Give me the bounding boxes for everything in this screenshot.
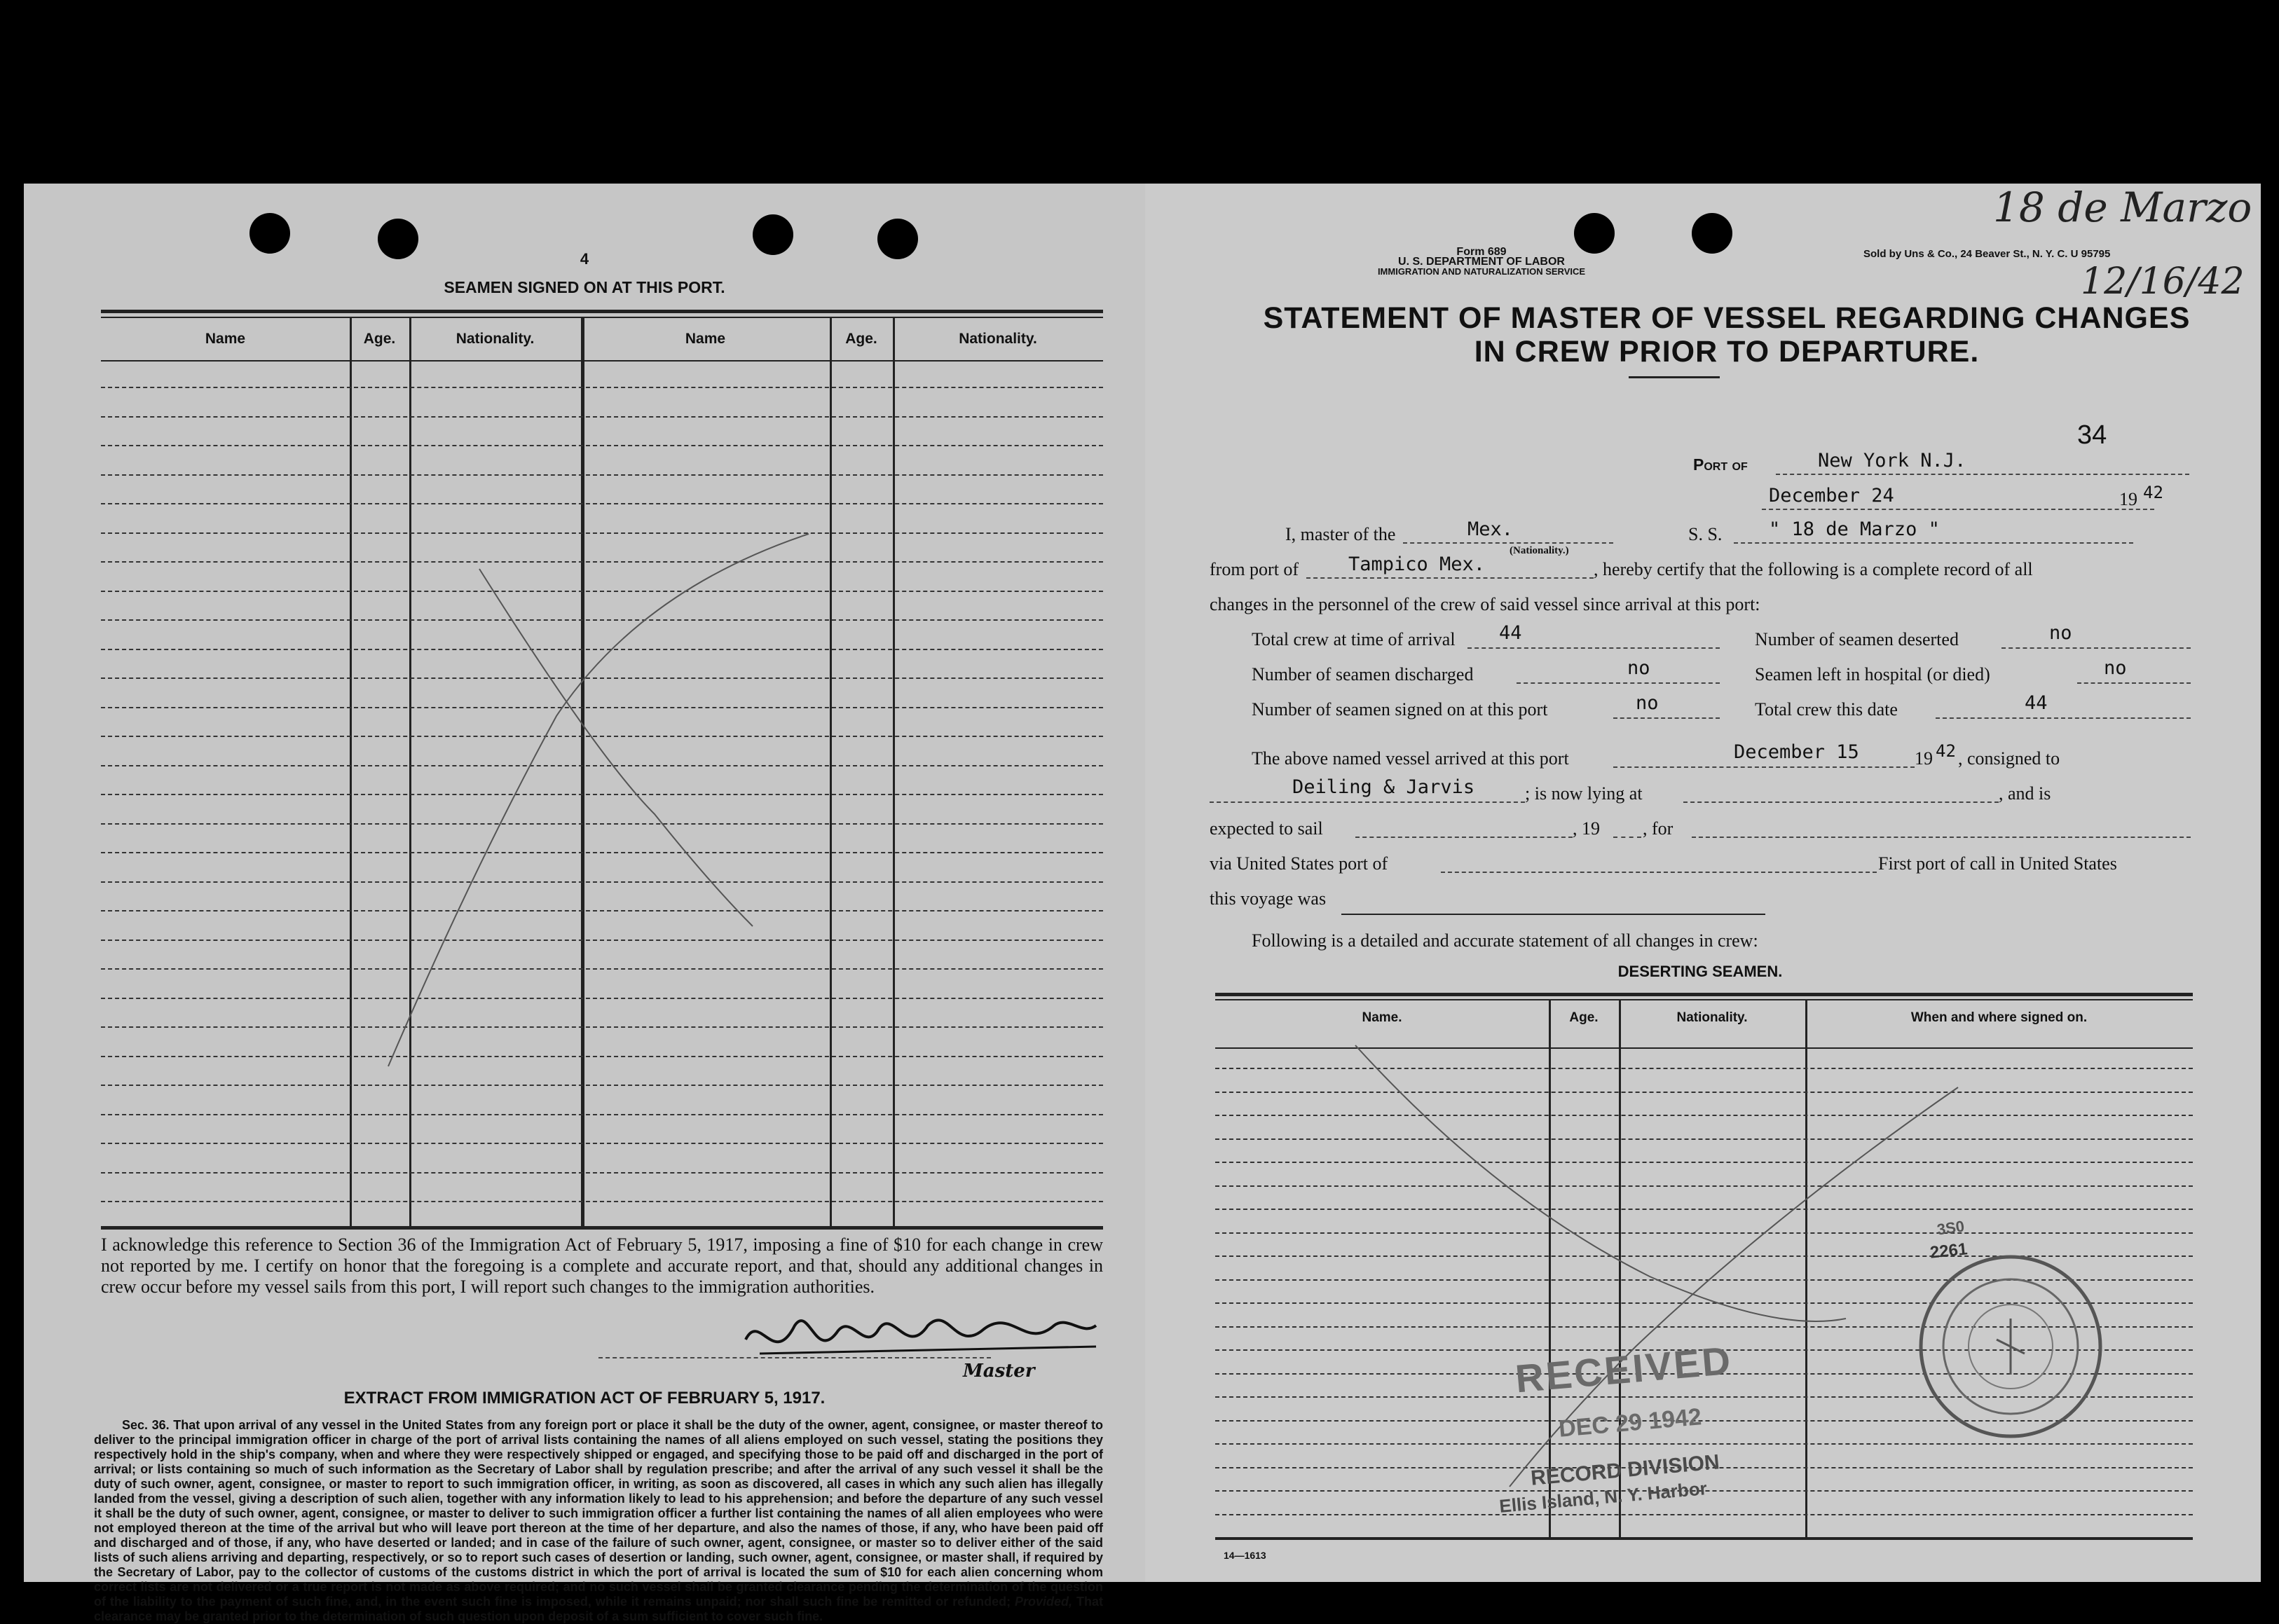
- certify-text: , hereby certify that the following is a complete record of all: [1594, 559, 2033, 579]
- hospital-label: Seamen left in hospital (or died): [1755, 664, 1990, 684]
- sheet-number: 34: [2077, 420, 2107, 450]
- signature-line: [598, 1357, 991, 1358]
- consignee-value[interactable]: Deiling & Jarvis: [1292, 776, 1475, 798]
- deserted-value[interactable]: no: [2049, 622, 2072, 644]
- port-label: Port of: [1693, 455, 1748, 474]
- page-number: 4: [580, 250, 589, 268]
- acknowledgment-text: I acknowledge this reference to Section 36 of the Immigration Act of February 5, 1917, imposing a fine of $10 for each change in crew not reported by me. I certify on honor that the foregoing is a complete and accurate report, and that, should any additional changes in crew occur before my vessel sails from this port, I will report such changes to the immigration authorities.: [101, 1234, 1103, 1297]
- extract-text: [94, 1418, 1103, 1624]
- lying-label: ; is now lying at: [1525, 783, 1643, 804]
- master-label: Master: [963, 1361, 1035, 1382]
- form-code: 14—1613: [1224, 1550, 1266, 1561]
- total-date-label: Total crew this date: [1755, 699, 1898, 720]
- department-name: U. S. DEPARTMENT OF LABOR: [1398, 256, 1565, 268]
- arrived-year-value[interactable]: 42: [1936, 741, 1956, 761]
- handwritten-vessel-note: 18 de Marzo: [1993, 184, 2252, 231]
- and-is-label: , and is: [1999, 783, 2051, 804]
- from-port-value[interactable]: Tampico Mex.: [1348, 553, 1486, 575]
- extract-proviso-label: Provided,: [1015, 1595, 1073, 1609]
- extract-body: That upon arrival of any vessel in the United States from any foreign port or place it shall be the duty of the owner, agent, consignee, or master thereof to deliver to the principal immigration officer in charge of the port of arrival lists containing the names of all aliens employed on such vessel, stating the positions they respectively hold in the ship's company, when and where they were respectively shipped or engaged, and specifying those to be paid off and discharged in the port of arrival; or lists containing so much of such information as the Secretary of Labor shall by regulation prescribe; and after the arrival of any such vessel it shall be the duty of such owner, agent, consignee, or master to report to such immigration officer, in writing, as soon as discovered, all cases in which any such alien has illegally landed from the vessel, giving a description of such alien, together with any information likely to lead to his apprehension; and before the departure of any such vessel it shall be the duty of such owner, agent, consignee, or master to deliver to such immigration officer a further list containing the names of all alien employees who were not employed thereon at the time of the arrival but who will leave port thereon at the time of her departure, and also the names of those, if any, who have been paid off and discharged and of those, if any, who have deserted or landed; and in case of the failure of such owner, agent, consignee, or master so to deliver either of the said lists of such aliens arriving and departing, respectively, or so to report such cases of desertion or landing, such owner, agent, consignee, or master shall, if required by the Secretary of Labor, pay to the collector of customs of the customs district in which the port of arrival is located the sum of $10 for each alien concerning whom correct lists are not delivered or a true report is not made as above required; and no such vessel shall be granted clearance pending the determination of the question of the liability to the payment of such fine, and, in the event such fine is imposed, while it remains unpaid; nor shall such fine be remitted or refunded;: [94, 1418, 1103, 1609]
- year-value[interactable]: 42: [2143, 483, 2163, 502]
- printer-credit: Sold by Uns & Co., 24 Beaver St., N. Y. C. U 95795: [1863, 248, 2111, 260]
- handwritten-date: 12/16/42: [2081, 261, 2245, 303]
- title-line-1: STATEMENT OF MASTER OF VESSEL REGARDING CHANGES: [1263, 301, 2191, 335]
- column-header-name: Name: [205, 331, 246, 347]
- consigned-label: , consigned to: [1958, 748, 2060, 769]
- ellis-island-stamp: Ellis Island, N. Y. Harbor: [1498, 1478, 1708, 1517]
- form-number: Form 689: [1456, 246, 1507, 258]
- deserting-header-name: Name.: [1362, 1010, 1402, 1025]
- title-line-2: IN CREW PRIOR TO DEPARTURE.: [1474, 335, 1980, 369]
- nationality-caption: (Nationality.): [1510, 545, 1569, 556]
- total-date-value[interactable]: 44: [2025, 692, 2048, 714]
- via-label: via United States port of: [1210, 853, 1388, 874]
- voyage-label: this voyage was: [1210, 888, 1327, 909]
- column-header-age: Age.: [845, 331, 877, 347]
- signed-on-value[interactable]: no: [1636, 692, 1659, 714]
- for-label: , for: [1643, 818, 1674, 839]
- discharged-label: Number of seamen discharged: [1252, 664, 1474, 684]
- following-text: Following is a detailed and accurate statement of all changes in crew:: [1252, 930, 1758, 951]
- deserting-header-age: Age.: [1569, 1010, 1599, 1025]
- master-signature: [718, 1298, 1110, 1382]
- deserting-header-nationality: Nationality.: [1676, 1010, 1748, 1025]
- deserting-heading: DESERTING SEAMEN.: [1617, 963, 1783, 980]
- arrived-year-prefix: 19: [1915, 748, 1933, 769]
- nationality-value[interactable]: Mex.: [1467, 518, 1514, 540]
- port-value[interactable]: New York N.J.: [1818, 450, 1966, 472]
- hospital-value[interactable]: no: [2104, 657, 2127, 679]
- vessel-value[interactable]: " 18 de Marzo ": [1769, 518, 1940, 540]
- received-date-stamp: DEC 29 1942: [1557, 1403, 1703, 1443]
- right-page: [1145, 184, 2261, 1582]
- from-port-label: from port of: [1210, 559, 1299, 579]
- expected-year: , 19: [1573, 818, 1600, 839]
- column-header-nationality: Nationality.: [959, 331, 1037, 347]
- signed-on-label: Number of seamen signed on at this port: [1252, 699, 1548, 720]
- master-of-label: I, master of the: [1285, 524, 1396, 544]
- date-value[interactable]: December 24: [1769, 485, 1894, 507]
- received-stamp: RECEIVED: [1513, 1337, 1734, 1401]
- arrived-value[interactable]: December 15: [1734, 741, 1859, 763]
- expected-label: expected to sail: [1210, 818, 1323, 839]
- total-arrival-label: Total crew at time of arrival: [1252, 629, 1456, 649]
- record-division-stamp: RECORD DIVISION: [1530, 1450, 1720, 1490]
- total-arrival-value[interactable]: 44: [1499, 622, 1522, 644]
- signed-on-heading: SEAMEN SIGNED ON AT THIS PORT.: [444, 278, 725, 296]
- deserted-label: Number of seamen deserted: [1755, 629, 1959, 649]
- file-mark-1: 3S0: [1936, 1217, 1966, 1239]
- deserting-header-signed-on: When and where signed on.: [1910, 1010, 2088, 1025]
- year-prefix: 19: [2119, 489, 2137, 509]
- service-name: IMMIGRATION AND NATURALIZATION SERVICE: [1377, 266, 1586, 277]
- ss-label: S. S.: [1688, 524, 1723, 544]
- left-page: [24, 184, 1145, 1623]
- changes-text: changes in the personnel of the crew of said vessel since arrival at this port:: [1210, 594, 1760, 614]
- circular-seal: [1902, 1241, 2126, 1452]
- first-port-label: First port of call in United States: [1878, 853, 2117, 874]
- file-mark-2: 2261: [1929, 1239, 1969, 1262]
- extract-heading: EXTRACT FROM IMMIGRATION ACT OF FEBRUARY 5, 1917.: [343, 1389, 826, 1408]
- column-header-nationality: Nationality.: [456, 331, 535, 347]
- column-header-name: Name: [685, 331, 726, 347]
- extract-proviso: That clearance may be granted prior to the determination of such question upon deposit of a sum sufficient to cover such fine.: [94, 1595, 1103, 1623]
- column-header-age: Age.: [363, 331, 396, 347]
- extract-section: Sec. 36.: [122, 1418, 170, 1432]
- arrived-label: The above named vessel arrived at this port: [1252, 748, 1569, 769]
- discharged-value[interactable]: no: [1627, 657, 1650, 679]
